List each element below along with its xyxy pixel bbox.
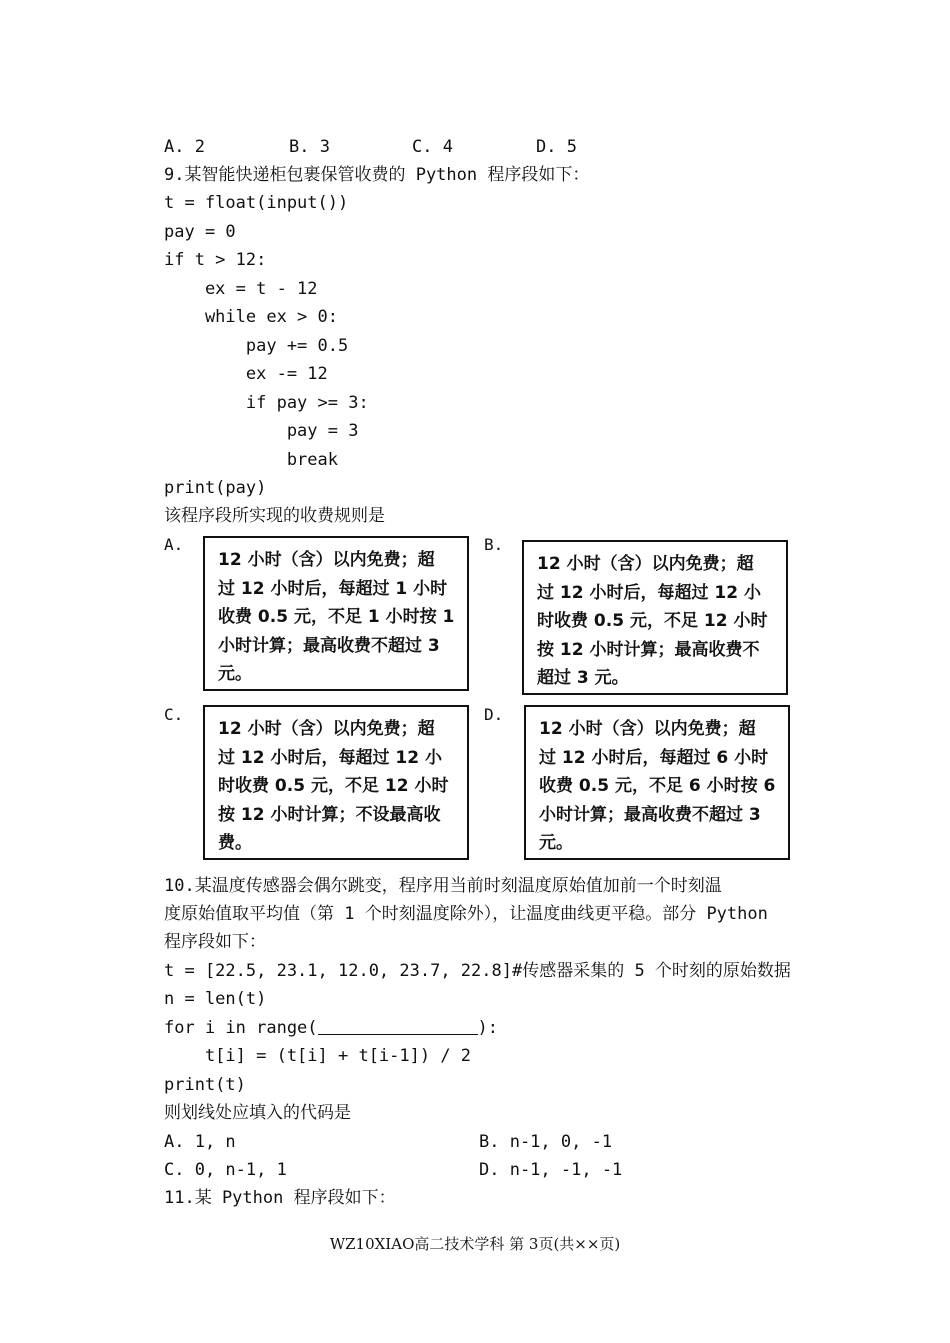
q9-code-line: break bbox=[164, 450, 338, 470]
q8-option-c: C. 4 bbox=[412, 137, 453, 157]
q9-code-line: pay = 0 bbox=[164, 222, 236, 242]
option-text-line: 小时计算；最高收费不超过 3 bbox=[539, 804, 761, 825]
q9-code-line: if pay >= 3: bbox=[164, 393, 369, 413]
q9-option-b-box[interactable] bbox=[522, 540, 788, 695]
option-text-line: 12 小时（含）以内免费；超 bbox=[537, 554, 754, 574]
option-text-line: 超过 3 元。 bbox=[537, 668, 629, 689]
q10-question: 则划线处应填入的代码是 bbox=[164, 1103, 351, 1123]
option-text-line: 元。 bbox=[539, 833, 573, 854]
q10-code-line: t = [22.5, 23.1, 12.0, 23.7, 22.8]#传感器采集的 5 个时刻的原始数据 bbox=[164, 961, 791, 981]
option-text-line: 按 12 小时计算；最高收费不 bbox=[537, 639, 760, 660]
option-text-line: 12 小时（含）以内免费；超 bbox=[539, 719, 756, 739]
option-text-line: 过 12 小时后，每超过 12 小 bbox=[537, 582, 761, 603]
q10-stem-line: 度原始值取平均值（第 1 个时刻温度除外），让温度曲线更平稳。部分 Python bbox=[164, 904, 768, 924]
q9-option-c-box[interactable] bbox=[203, 705, 469, 860]
option-text-line: 按 12 小时计算；不设最高收 bbox=[218, 804, 441, 825]
option-text-line: 收费 0.5 元，不足 1 小时按 1 bbox=[218, 607, 455, 628]
option-text-line: 费。 bbox=[218, 833, 252, 854]
option-text-line: 小时计算；最高收费不超过 3 bbox=[218, 635, 440, 656]
q9-option-b-label: B. bbox=[484, 535, 504, 554]
q10-stem-line: 10.某温度传感器会偶尔跳变，程序用当前时刻温度原始值加前一个时刻温 bbox=[164, 876, 722, 896]
option-text-line: 时收费 0.5 元，不足 12 小时 bbox=[537, 611, 768, 632]
q9-code-line: while ex > 0: bbox=[164, 307, 338, 327]
q10-option-a: A. 1, n bbox=[164, 1132, 236, 1152]
q9-code-line: pay = 3 bbox=[164, 421, 359, 441]
q10-option-c: C. 0, n-1, 1 bbox=[164, 1160, 287, 1180]
q10-code-line: print(t) bbox=[164, 1075, 246, 1095]
q10-code-line: t[i] = (t[i] + t[i-1]) / 2 bbox=[164, 1046, 472, 1066]
option-text-line: 过 12 小时后，每超过 6 小时 bbox=[539, 747, 769, 768]
q10-code-line: n = len(t) bbox=[164, 989, 267, 1009]
option-text-line: 时收费 0.5 元，不足 12 小时 bbox=[218, 776, 449, 797]
fill-in-blank[interactable] bbox=[318, 1018, 478, 1035]
option-text-line: 元。 bbox=[218, 664, 252, 685]
q8-option-a: A. 2 bbox=[164, 137, 205, 157]
q9-option-a-label: A. bbox=[164, 535, 184, 554]
option-text-line: 12 小时（含）以内免费；超 bbox=[218, 550, 435, 570]
q8-option-d: D. 5 bbox=[536, 137, 577, 157]
q9-option-d-box[interactable] bbox=[524, 705, 790, 860]
q10-code-for-start: for i in range( bbox=[164, 1018, 318, 1038]
q9-code-line: if t > 12: bbox=[164, 250, 267, 270]
q9-option-d-label: D. bbox=[484, 705, 504, 724]
option-text-line: 过 12 小时后，每超过 12 小 bbox=[218, 747, 442, 768]
option-text-line: 12 小时（含）以内免费；超 bbox=[218, 719, 435, 739]
q9-code-line: t = float(input()) bbox=[164, 193, 349, 213]
q10-option-b: B. n-1, 0, -1 bbox=[479, 1132, 613, 1152]
q9-option-c-label: C. bbox=[164, 705, 184, 724]
q9-question: 该程序段所实现的收费规则是 bbox=[164, 506, 385, 526]
q9-code-line: pay += 0.5 bbox=[164, 336, 349, 356]
q11-stem: 11.某 Python 程序段如下： bbox=[164, 1188, 396, 1208]
q9-option-a-box[interactable] bbox=[203, 536, 469, 691]
q9-stem: 9.某智能快递柜包裹保管收费的 Python 程序段如下： bbox=[164, 165, 590, 185]
q9-code-line: print(pay) bbox=[164, 478, 267, 498]
option-text-line: 收费 0.5 元，不足 6 小时按 6 bbox=[539, 776, 776, 797]
q10-stem-line: 程序段如下： bbox=[164, 932, 266, 952]
q10-code-for bbox=[164, 1018, 498, 1038]
page-footer: WZ10XIAO高二技术学科 第 3页(共××页) bbox=[329, 1235, 621, 1253]
q9-code-line: ex -= 12 bbox=[164, 364, 328, 384]
q10-code-for-end: ): bbox=[477, 1018, 499, 1038]
option-text-line: 过 12 小时后，每超过 1 小时 bbox=[218, 578, 448, 599]
q8-option-b: B. 3 bbox=[289, 137, 330, 157]
q9-code-line: ex = t - 12 bbox=[164, 279, 318, 299]
q10-option-d: D. n-1, -1, -1 bbox=[479, 1160, 623, 1180]
